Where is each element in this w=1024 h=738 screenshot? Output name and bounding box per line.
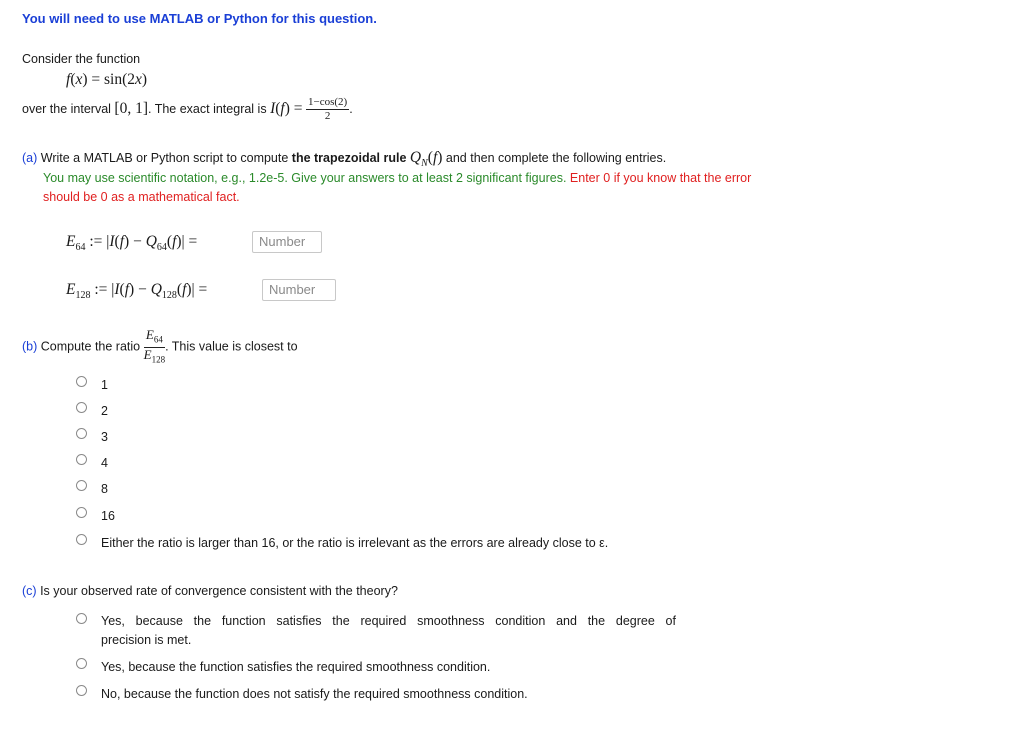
part-a-instruction — [22, 149, 666, 173]
radio-option-4[interactable] — [76, 454, 87, 465]
part-c-question — [22, 584, 398, 598]
radio-option-8[interactable] — [76, 480, 87, 491]
part-a-text-after: and then complete the following entries. — [445, 151, 667, 165]
interval-value: [0, 1] — [114, 100, 148, 117]
e128-label: $E_{128}$ := $|I(f) - Q_{128}(f)|$ = — [66, 281, 208, 302]
radio-c-option-1[interactable] — [76, 613, 87, 624]
part-a-text-before: Write a MATLAB or Python script to compute — [40, 151, 289, 165]
exact-integral-text: . The exact integral is — [148, 102, 267, 116]
exact-integral-numerator: 1−cos(2) — [308, 96, 348, 109]
function-expression: f(x) = sin(2x) — [66, 71, 148, 88]
part-b-text: Compute the ratio — [40, 339, 141, 354]
exact-integral-denominator: 2 — [324, 110, 331, 123]
zero-error-note-2: should be 0 as a mathematical fact. — [43, 190, 240, 204]
option-8-label: 8 — [101, 482, 108, 496]
option-1-label: 1 — [101, 378, 108, 392]
option-larger-label: Either the ratio is larger than 16, or the ratio is irrelevant as the errors are already close to ε. — [101, 536, 609, 550]
radio-option-2[interactable] — [76, 402, 87, 413]
ratio-denominator: $E_{128}$ — [143, 346, 166, 365]
matlab-python-notice: You will need to use MATLAB or Python for this question. — [22, 11, 377, 26]
integral-lhs: I(f) = — [270, 100, 303, 117]
e128-input[interactable]: Number — [262, 279, 336, 301]
c-option-1-line1: Yes, because the function satisfies the required smoothness condition and the degree of — [101, 614, 676, 628]
part-a-note-line1 — [43, 171, 751, 185]
radio-option-1[interactable] — [76, 376, 87, 387]
consider-text: Consider the function — [22, 52, 141, 66]
part-a-bold-text: the trapezoidal rule — [291, 151, 407, 165]
e64-input[interactable]: Number — [252, 231, 322, 253]
scientific-notation-note: You may use scientific notation, e.g., 1.2e-5. Give your answers to at least 2 significant figures. — [43, 171, 567, 185]
part-c-question-text: Is your observed rate of convergence consistent with the theory? — [40, 584, 398, 598]
radio-c-option-3[interactable] — [76, 685, 87, 696]
e64-label: $E_{64}$ := $|I(f) - Q_{64}(f)|$ = — [66, 233, 198, 254]
radio-option-larger[interactable] — [76, 534, 87, 545]
c-option-1-line2: precision is met. — [101, 633, 192, 647]
part-b-text-after: . This value is closest to — [165, 339, 298, 354]
radio-c-option-2[interactable] — [76, 658, 87, 669]
radio-option-16[interactable] — [76, 507, 87, 518]
zero-error-note-1: Enter 0 if you know that the error — [569, 171, 752, 185]
option-3-label: 3 — [101, 430, 108, 444]
c-option-2-label: Yes, because the function satisfies the required smoothness condition. — [101, 660, 491, 674]
radio-option-3[interactable] — [76, 428, 87, 439]
option-16-label: 16 — [101, 509, 115, 523]
ratio-numerator: $E_{64}$ — [144, 328, 165, 348]
part-b-label: (b) — [22, 339, 38, 354]
exact-integral-fraction — [306, 96, 349, 123]
part-a-label: (a) — [22, 151, 38, 165]
interval-text: over the interval — [22, 102, 111, 116]
rule-symbol: $Q_N(f)$ — [409, 149, 443, 170]
option-2-label: 2 — [101, 404, 108, 418]
option-4-label: 4 — [101, 456, 108, 470]
part-b-instruction — [22, 328, 298, 366]
part-c-label: (c) — [22, 584, 37, 598]
interval-line: over the interval [0, 1]. The exact integral is I(f) = $\frac{1-\cos(2)}{2}$ . — [22, 96, 353, 123]
ratio-fraction — [144, 328, 165, 366]
c-option-3-label: No, because the function does not satisfy the required smoothness condition. — [101, 687, 528, 701]
